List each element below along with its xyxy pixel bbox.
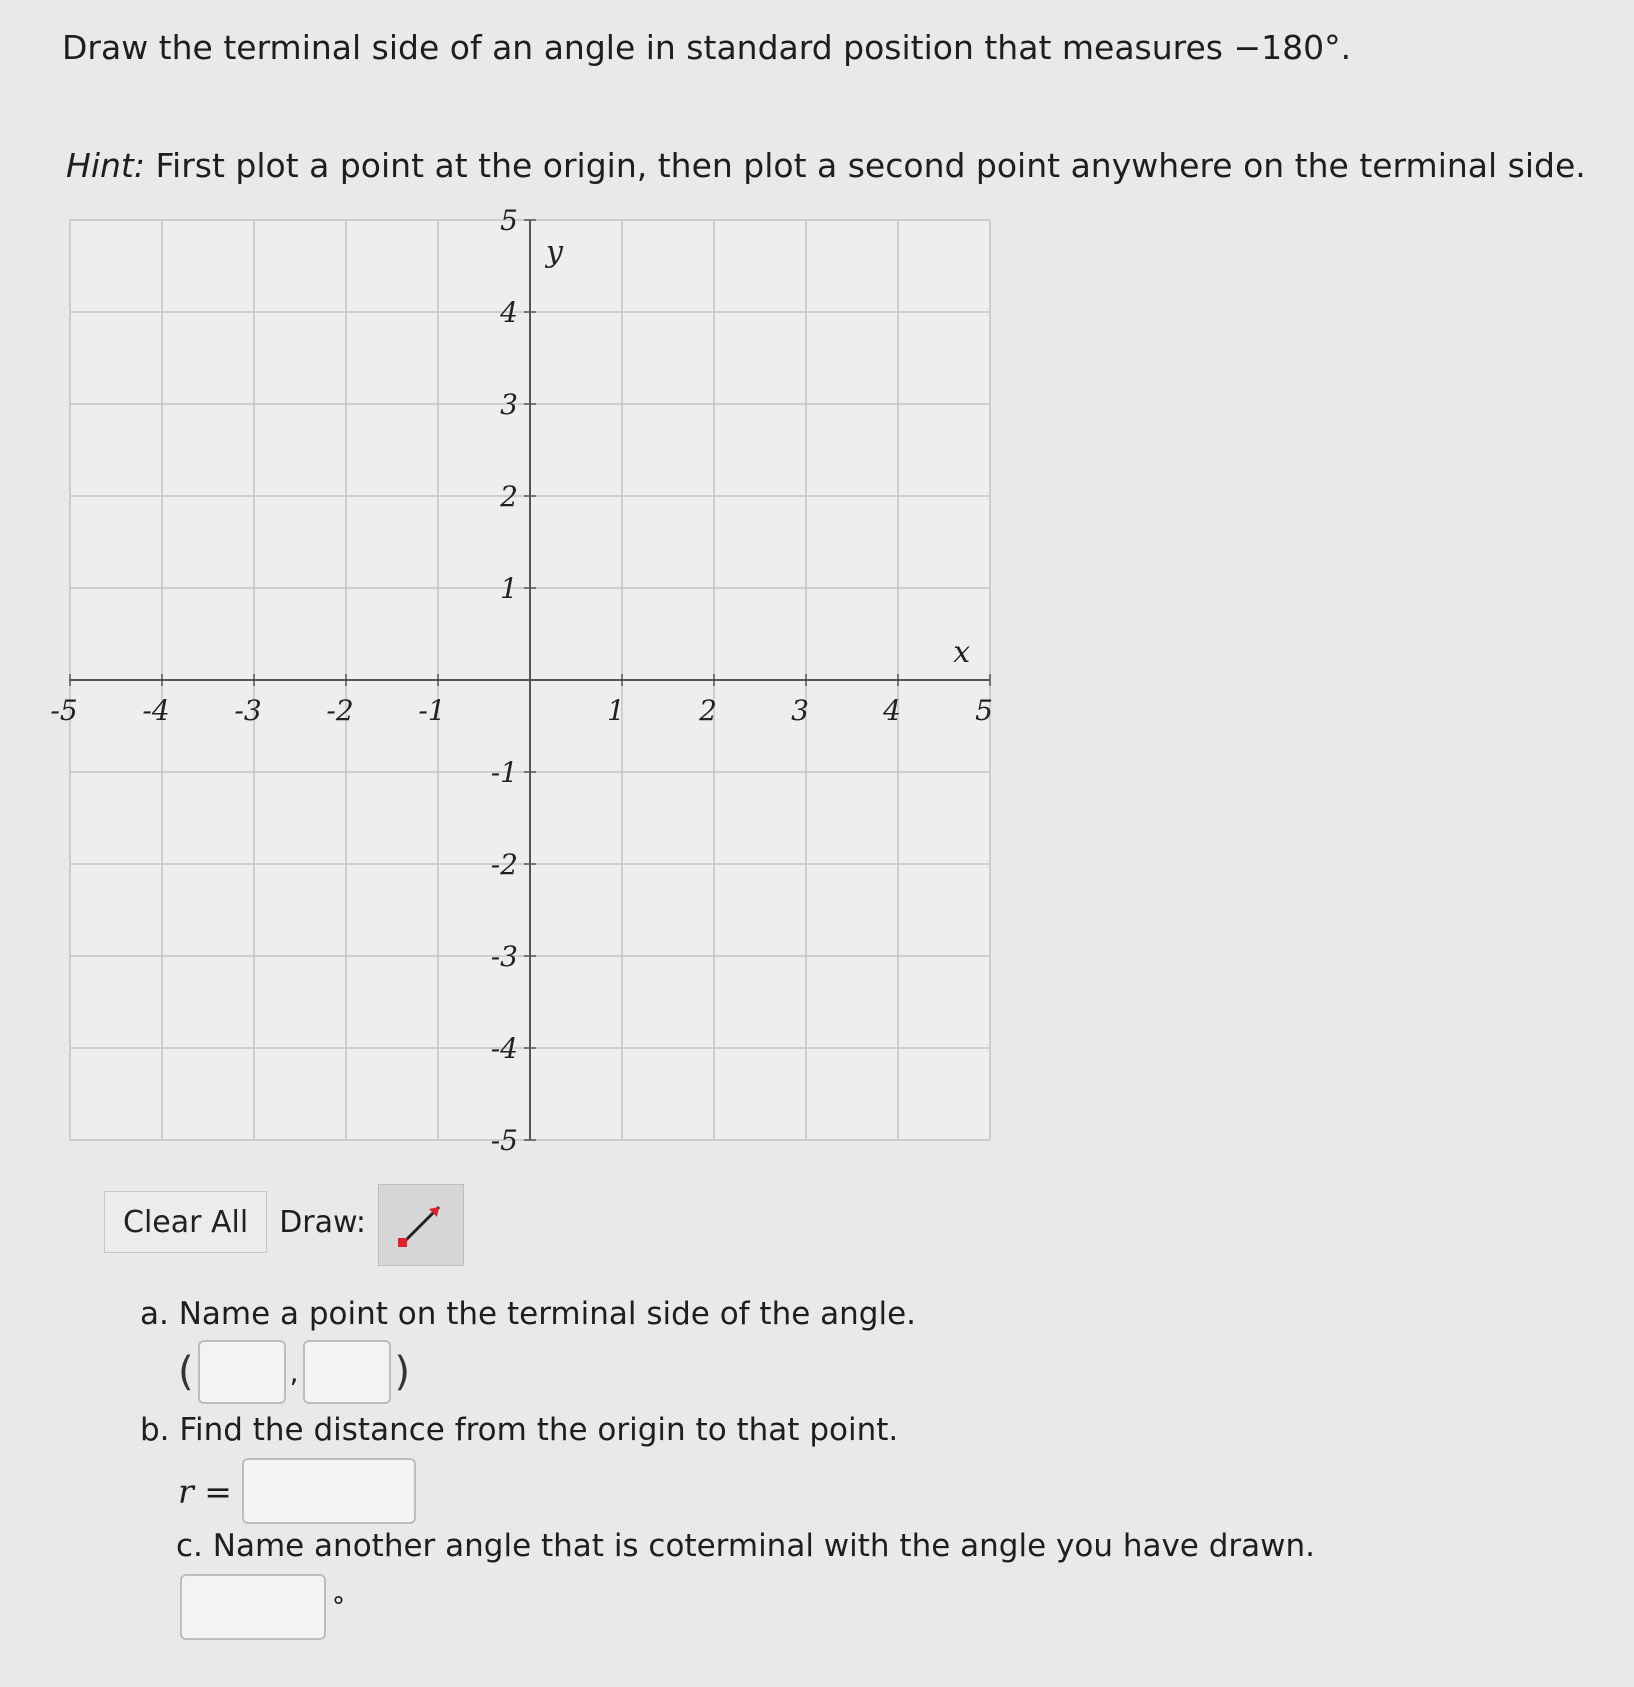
degree-symbol: ° (332, 1592, 345, 1622)
part-b-answer (178, 1458, 416, 1524)
coordinate-graph[interactable] (50, 204, 1004, 1170)
x-tick-label: -4 (142, 694, 170, 727)
y-tick-label: 2 (500, 480, 518, 513)
part-a-answer (178, 1340, 410, 1404)
hint-label: Hint: (66, 146, 145, 185)
x-tick-label: -1 (418, 694, 446, 727)
x-tick-label: -3 (234, 694, 262, 727)
point-y-input[interactable] (303, 1340, 391, 1404)
clear-all-button[interactable]: Clear All (104, 1191, 267, 1253)
x-axis-label: x (953, 635, 971, 670)
y-tick-label: 3 (500, 388, 518, 421)
part-b-text: b. Find the distance from the origin to that point. (140, 1412, 899, 1448)
part-c-text: c. Name another angle that is coterminal with the angle you have drawn. (176, 1528, 1316, 1564)
y-tick-label: -2 (490, 848, 518, 881)
y-tick-label: -5 (490, 1124, 518, 1157)
y-tick-label: 5 (500, 204, 518, 237)
x-tick-label: 2 (699, 694, 717, 727)
r-equals-label: r = (178, 1471, 232, 1511)
line-segment-icon (393, 1197, 449, 1253)
comma: , (289, 1355, 299, 1389)
draw-label: Draw: (279, 1204, 367, 1240)
x-tick-label: 4 (883, 694, 901, 727)
close-paren: ) (394, 1349, 411, 1395)
x-tick-label: -2 (326, 694, 354, 727)
distance-input[interactable] (242, 1458, 416, 1524)
y-tick-label: 4 (500, 296, 518, 329)
part-c-answer (180, 1574, 345, 1640)
open-paren: ( (178, 1349, 194, 1395)
line-segment-tool-button[interactable] (378, 1184, 464, 1266)
y-axis-label: y (546, 234, 563, 270)
y-tick-label: -3 (490, 940, 518, 973)
coterminal-angle-input[interactable] (180, 1574, 326, 1640)
x-tick-label: 1 (607, 694, 625, 727)
y-tick-label: -4 (490, 1032, 518, 1065)
x-tick-label: 3 (791, 694, 809, 727)
hint-body: First plot a point at the origin, then plot a second point anywhere on the terminal side. (144, 146, 1586, 185)
part-a-text: a. Name a point on the terminal side of the angle. (140, 1296, 917, 1332)
hint-text (66, 146, 1586, 185)
x-tick-label: -5 (50, 694, 78, 727)
graph-toolbar (104, 1178, 464, 1266)
y-tick-label: -1 (490, 756, 518, 789)
x-tick-label: 5 (975, 694, 993, 727)
point-x-input[interactable] (198, 1340, 286, 1404)
question-text: Draw the terminal side of an angle in standard position that measures −180°. (62, 28, 1352, 67)
y-tick-label: 1 (500, 572, 518, 605)
